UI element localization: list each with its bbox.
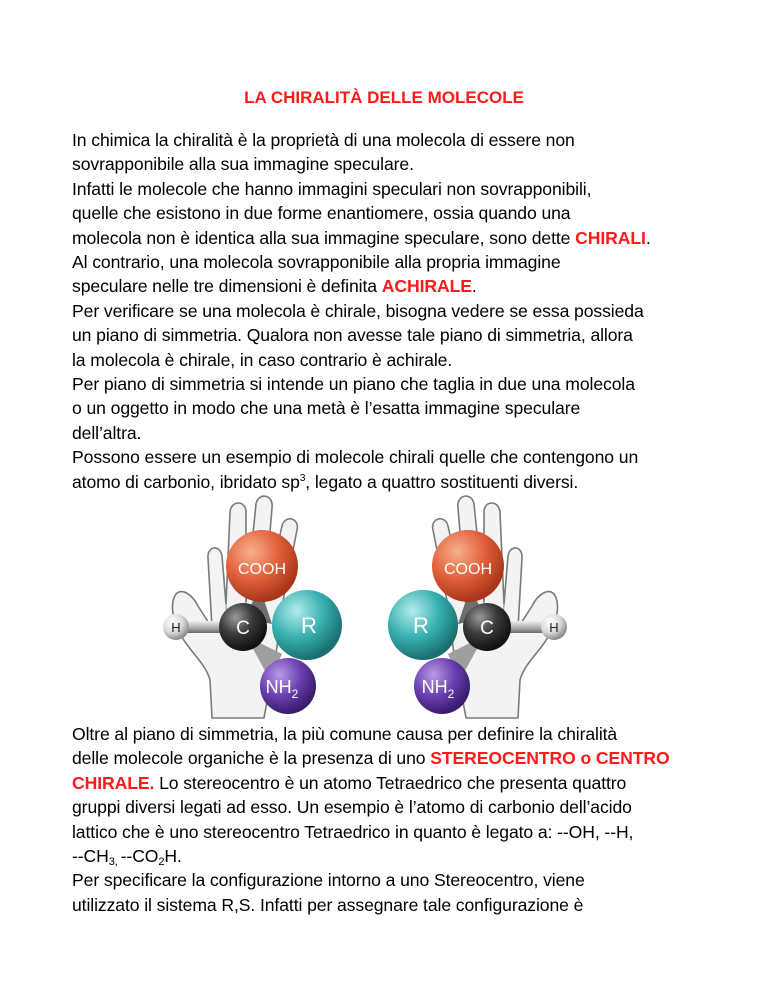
label-cooh: COOH [444,561,492,578]
text-span: , legato a quattro sostituenti diversi. [305,471,579,492]
text-line [72,274,712,298]
text-span: H. [164,846,182,867]
text-line: un piano di simmetria. Qualora non avesse tale piano di simmetria, allora [72,325,633,346]
label-nh-text: NH [265,677,292,697]
text-line: quelle che esistono in due forme enantiomere, ossia quando una [72,203,571,224]
text-span: . [471,276,477,297]
page-title: LA CHIRALITÀ DELLE MOLECOLE [244,88,524,107]
text-line: Per specificare la configurazione intorno a uno Stereocentro, viene [72,870,585,891]
label-c: C [236,618,250,639]
label-r: R [301,613,317,638]
text-span: . [645,227,651,248]
text-line [72,746,712,770]
text-line: Oltre al piano di simmetria, la più comune causa per definire la chiralità [72,724,618,744]
text-line: utilizzato il sistema R,S. Infatti per assegnare tale configurazione è [72,894,584,915]
label-nh-sub: 2 [291,687,299,701]
chirality-hands-figure [160,484,570,724]
text-line: Per piano di simmetria si intende un piano che taglia in due una molecola [72,374,635,395]
text-span: --CO [120,846,159,867]
label-nh-text: NH [421,677,448,697]
term-achirale: ACHIRALE [381,276,472,297]
text-span: speculare nelle tre dimensioni è definita [72,276,382,297]
superscript: 3 [299,472,306,484]
text-span: Lo stereocentro è un atomo Tetraedrico che presenta quattro [154,772,627,793]
hands-illustration [160,484,570,724]
intro-paragraph [72,128,712,494]
text-line: Possono essere un esempio di molecole chirali quelle che contengono un [72,447,639,468]
stereocenter-paragraph [72,722,712,917]
label-r: R [413,613,429,638]
text-line: la molecola è chirale, in caso contrario è achirale. [72,349,453,370]
text-span: atomo di carbonio, ibridato sp [72,471,300,492]
text-span: delle molecole organiche è la presenza di uno [72,748,431,769]
label-h: H [549,620,559,635]
term-chirali: CHIRALI [575,227,646,248]
text-line: lattico che è uno stereocentro Tetraedrico in quanto è legato a: --OH, --H, [72,821,634,842]
text-line: Infatti le molecole che hanno immagini speculari non sovrapponibili, [72,178,592,199]
text-span: --CH [72,846,109,867]
term-chirale: CHIRALE. [72,772,155,793]
subscript: 3, [108,856,121,869]
text-line: Al contrario, una molecola sovrapponibile alla propria immagine [72,252,561,273]
label-c: C [480,618,494,639]
label-nh-sub: 2 [447,687,455,701]
term-stereocentro: STEREOCENTRO o CENTRO [430,748,670,769]
text-line [72,771,712,795]
text-line: sovrapponibile alla sua immagine speculare. [72,154,414,175]
text-line: gruppi diversi legati ad esso. Un esempio è l’atomo di carbonio dell’acido [72,797,632,818]
text-span: molecola non è identica alla sua immagine speculare, sono dette [72,227,576,248]
label-cooh: COOH [238,561,286,578]
text-line: In chimica la chiralità è la proprietà di una molecola di essere non [72,130,575,150]
text-line [72,226,712,250]
text-line: o un oggetto in modo che una metà è l’esatta immagine speculare [72,398,581,419]
label-h: H [171,620,181,635]
subscript: 2 [158,856,165,869]
text-line [72,844,712,868]
text-line: Per verificare se una molecola è chirale, bisogna vedere se essa possieda [72,300,644,321]
text-line: dell’altra. [72,422,142,443]
